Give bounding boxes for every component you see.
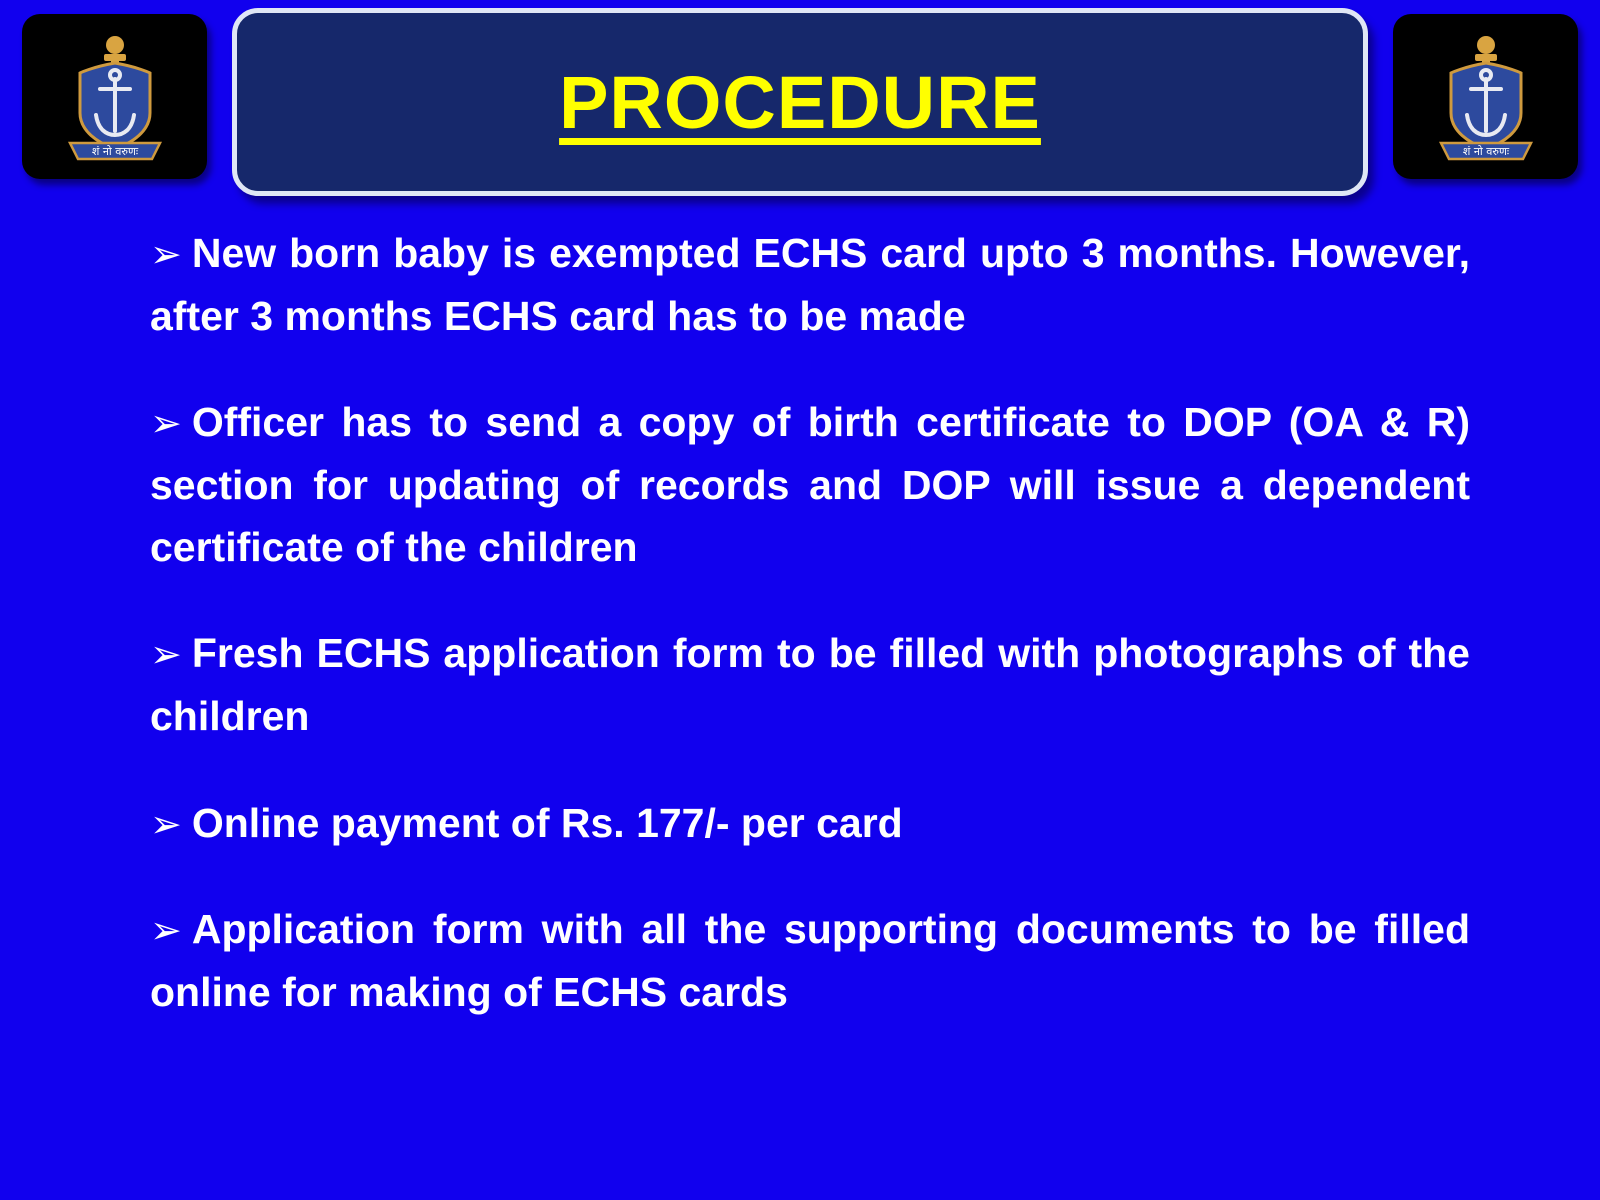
arrow-bullet-icon: ➢ (150, 803, 182, 846)
svg-text:शं नो वरुणः: शं नो वरुणः (1462, 144, 1509, 158)
bullet-text: Fresh ECHS application form to be filled with photographs of the children (150, 630, 1470, 740)
crest-emblem-icon (40, 27, 190, 167)
bullet-text: Online payment of Rs. 177/- per card (191, 799, 903, 846)
navy-crest-left-icon (22, 14, 207, 179)
arrow-bullet-icon: ➢ (150, 910, 182, 953)
bullet-text: Officer has to send a copy of birth certificate to DOP (OA & R) section for updating of records and DOP will issue a dependent certificate of the children (150, 399, 1470, 571)
navy-crest-right-icon (1393, 14, 1578, 179)
page-title: PROCEDURE (559, 60, 1041, 144)
bullet-text: New born baby is exempted ECHS card upto 3 months. However, after 3 months ECHS card has to be made (150, 230, 1470, 339)
svg-text:शं नो वरुणः: शं नो वरुणः (91, 144, 138, 158)
bullet-item (150, 898, 1470, 1023)
arrow-bullet-icon: ➢ (150, 634, 182, 677)
bullet-item (150, 622, 1470, 747)
arrow-bullet-icon: ➢ (150, 234, 182, 276)
slide-body (150, 222, 1470, 1051)
bullet-text: Application form with all the supporting documents to be filled online for making of ECHS cards (150, 906, 1470, 1015)
arrow-bullet-icon: ➢ (150, 403, 182, 446)
slide-header (0, 0, 1600, 200)
bullet-item (150, 792, 1470, 855)
slide-title-plate (232, 8, 1368, 196)
bullet-item (150, 222, 1470, 347)
crest-emblem-icon (1411, 27, 1561, 167)
bullet-item (150, 391, 1470, 578)
